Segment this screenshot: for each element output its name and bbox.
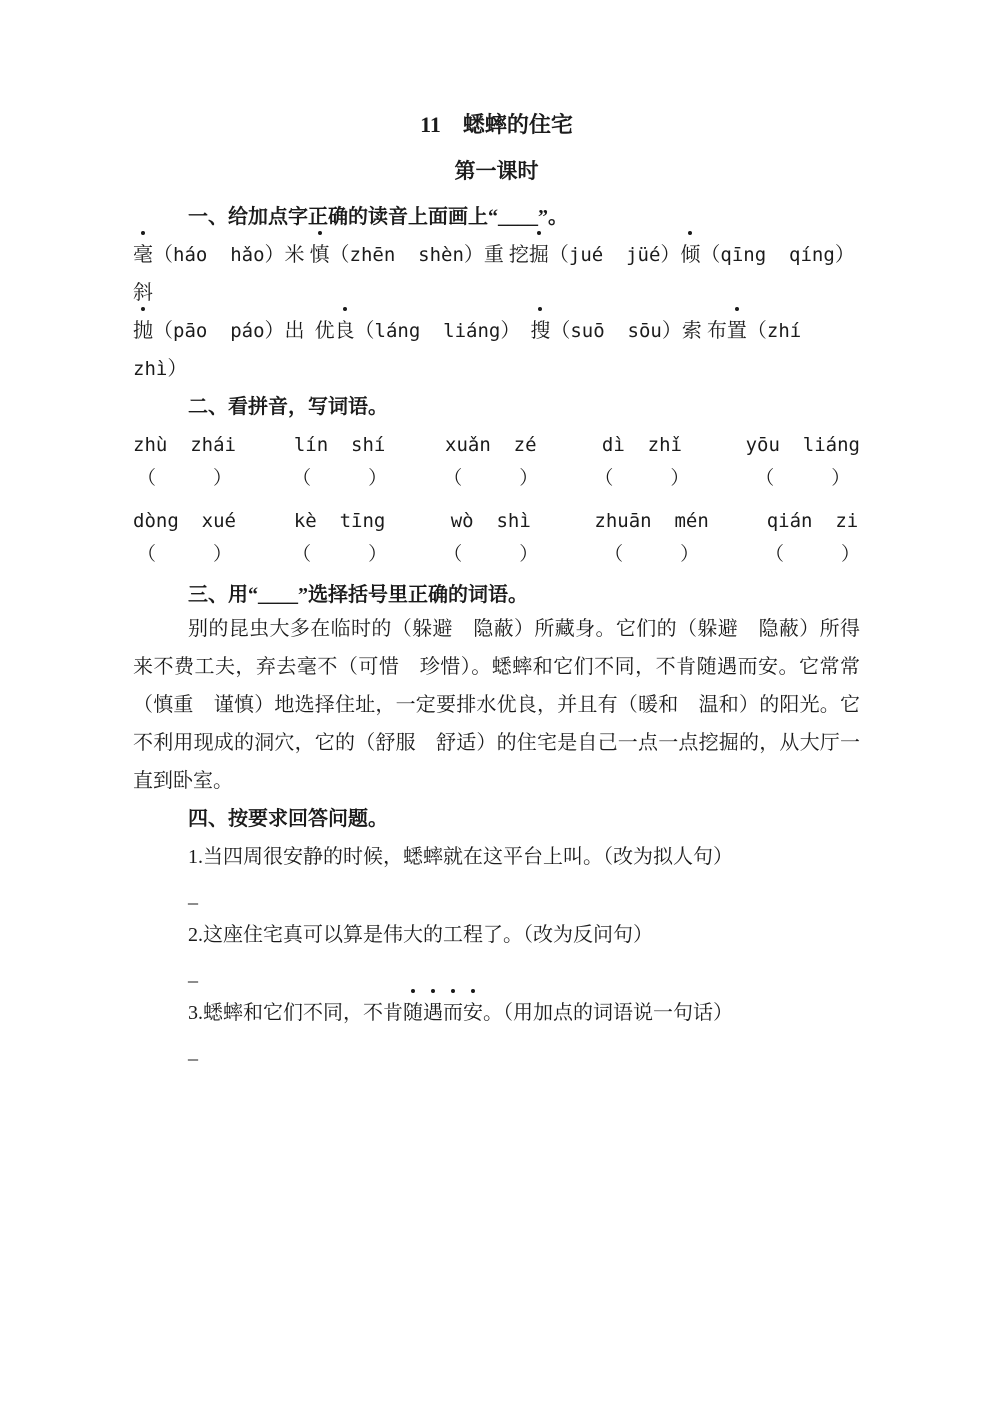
emphasis-dot-char: 安: [463, 994, 483, 1033]
question-3: [133, 994, 860, 1033]
text-segment: ）重 挖: [463, 244, 529, 266]
pronunciation-line-2: [133, 274, 860, 312]
page-title: 11 蟋蟀的住宅: [420, 112, 573, 137]
pinyin-label: yōu liáng: [745, 434, 860, 456]
emphasis-dot-char: 抛: [133, 312, 153, 350]
text-segment: （: [746, 320, 767, 342]
section-word-choice: [133, 576, 860, 800]
pinyin-word-column: [443, 428, 538, 496]
answer-blank-3: _: [188, 1041, 198, 1063]
answer-bracket: （ ）: [604, 544, 700, 565]
answer-bracket: （ ）: [443, 468, 539, 489]
emphasis-dot-char: 遇: [423, 994, 443, 1033]
emphasis-dot-char: 慎: [310, 236, 330, 274]
question-2: [133, 916, 860, 955]
pinyin-label: zhuān mén: [594, 510, 709, 532]
pinyin-label: wò shì: [450, 510, 531, 532]
section-questions: [133, 800, 860, 1072]
pinyin-word-column: [594, 504, 708, 572]
text-segment: 3.蟋蟀和它们不同，不肯: [188, 1002, 403, 1024]
text-segment: （: [329, 244, 350, 266]
answer-bracket: （ ）: [136, 544, 232, 565]
answer-blank-1: _: [188, 885, 198, 907]
text-segment: （: [153, 244, 173, 266]
pinyin-text: qīng qíng: [720, 244, 835, 266]
section-two-heading: 二、看拼音，写词语。: [188, 396, 388, 418]
pinyin-text: zhēn shèn: [349, 244, 464, 266]
pinyin-text: zhí: [766, 320, 802, 342]
pronunciation-line-4: [133, 350, 860, 388]
emphasis-dot-char: 倾: [680, 236, 700, 274]
pinyin-word-column: [133, 428, 236, 496]
text-segment: （: [153, 320, 173, 342]
section-pronunciation: [133, 198, 860, 388]
text-segment: ）出 优: [264, 320, 335, 342]
text-segment: 斜: [133, 282, 153, 304]
question-1: [133, 838, 860, 877]
emphasis-dot-char: 而: [443, 994, 463, 1033]
pinyin-word-row-2: [133, 504, 860, 572]
emphasis-dot-char: 置: [727, 312, 747, 350]
text-segment: （: [354, 320, 375, 342]
text-segment: ）: [500, 320, 531, 342]
pronunciation-line-3: [133, 312, 860, 350]
answer-bracket: （ ）: [764, 544, 860, 565]
emphasis-dot-char: 随: [403, 994, 423, 1033]
section-pinyin-words: [133, 388, 860, 572]
pinyin-word-column: [292, 504, 387, 572]
pinyin-label: lín shí: [293, 434, 386, 456]
answer-bracket: （ ）: [292, 468, 388, 489]
text-segment: 1.当四周很安静的时候，蟋蟀就在这平台上叫。（改为拟人句）: [188, 846, 733, 868]
pronunciation-line-1: [133, 236, 860, 274]
text-segment: ）: [834, 244, 855, 266]
section-one-heading: 一、给加点字正确的读音上面画上“____”。: [188, 206, 568, 228]
text-segment: 。（用加点的词语说一句话）: [483, 1002, 733, 1024]
pinyin-word-column: [594, 428, 689, 496]
emphasis-dot-char: 良: [335, 312, 355, 350]
pinyin-word-column: [765, 504, 860, 572]
pinyin-word-column: [292, 428, 387, 496]
page-subtitle: 第一课时: [454, 159, 539, 183]
text-segment: （: [548, 244, 569, 266]
section-three-heading: 三、用“____”选择括号里正确的词语。: [188, 584, 528, 606]
answer-bracket: （ ）: [594, 468, 690, 489]
pinyin-word-column: [746, 428, 860, 496]
pinyin-text: zhì: [133, 358, 168, 380]
word-choice-paragraph: 别的昆虫大多在临时的（躲避 隐蔽）所藏身。它们的（躲避 隐蔽）所得来不费工夫，弃去毫不（可惜 珍惜）。蟋蟀和它们不同，不肯随遇而安。它常常（慎重 谨慎）地选择住址，一定要排水优良，并且有（暖和 温和）的阳光。它不利用现成的洞穴，它的（舒服 舒适）的住宅是自己一点一点挖掘的，从大厅一直到卧室。: [133, 618, 860, 792]
pinyin-label: dì zhǐ: [601, 434, 682, 456]
pinyin-label: qián zi: [766, 510, 859, 532]
answer-bracket: （ ）: [292, 544, 388, 565]
pinyin-word-row-1: [133, 428, 860, 496]
text-segment: ）: [167, 358, 188, 380]
pinyin-word-column: [443, 504, 538, 572]
answer-bracket: （ ）: [755, 468, 851, 489]
emphasis-dot-char: 掘: [529, 236, 549, 274]
pinyin-label: dòng xué: [133, 510, 236, 532]
pinyin-text: jué jüé: [568, 244, 661, 266]
section-four-heading: 四、按要求回答问题。: [188, 808, 388, 830]
emphasis-dot-char: 毫: [133, 236, 153, 274]
pinyin-text: suō sōu: [570, 320, 662, 342]
pinyin-label: xuǎn zé: [445, 434, 537, 456]
answer-blank-2: _: [188, 963, 198, 985]
answer-bracket: （ ）: [443, 544, 539, 565]
pinyin-text: háo hǎo: [173, 244, 265, 266]
text-segment: （: [550, 320, 571, 342]
pinyin-label: kè tīng: [293, 510, 386, 532]
emphasis-dot-char: 搜: [530, 312, 550, 350]
text-segment: 2.这座住宅真可以算是伟大的工程了。（改为反问句）: [188, 924, 653, 946]
text-segment: ）: [660, 244, 681, 266]
pinyin-text: pāo páo: [173, 320, 265, 342]
pinyin-text: láng liáng: [374, 320, 501, 342]
pinyin-word-column: [133, 504, 236, 572]
answer-bracket: （ ）: [136, 468, 232, 489]
text-segment: ）索 布: [661, 320, 727, 342]
pinyin-label: zhù zhái: [133, 434, 236, 456]
text-segment: （: [700, 244, 721, 266]
text-segment: ）米: [264, 244, 310, 266]
